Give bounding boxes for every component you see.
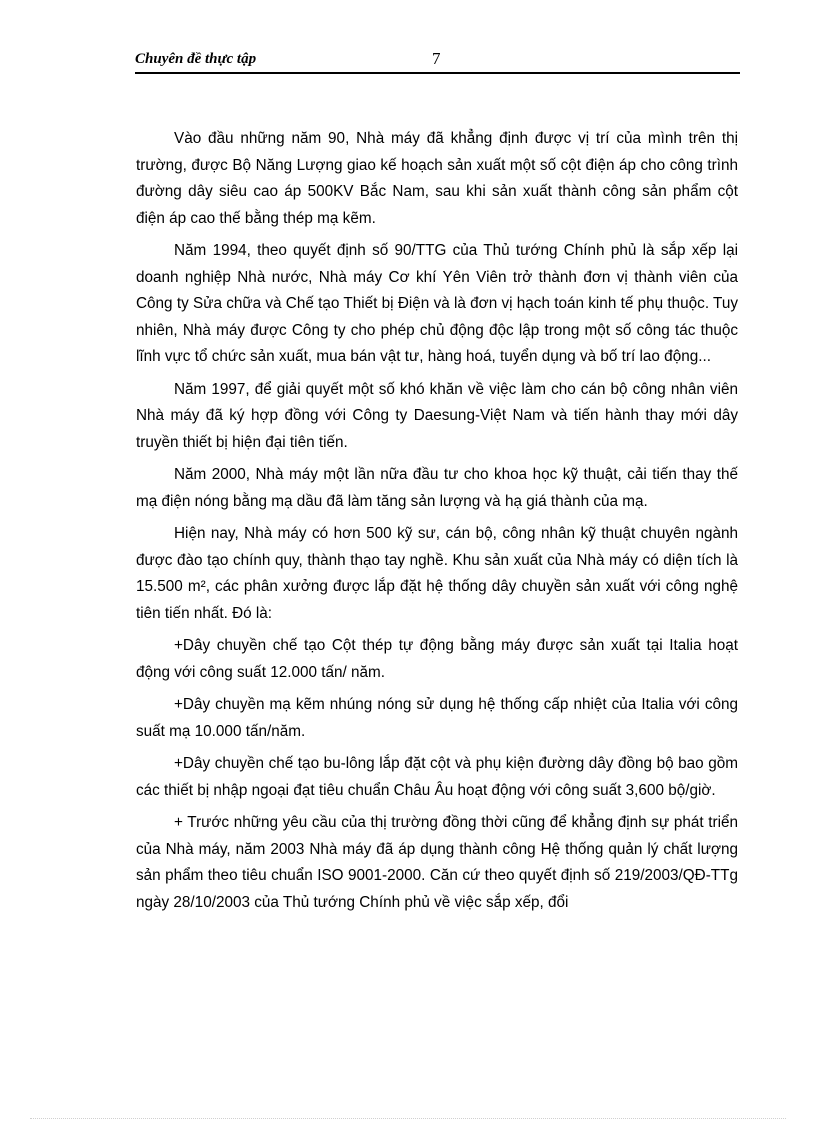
page-header — [135, 50, 740, 74]
page-bottom-divider — [30, 1118, 786, 1119]
paragraph: Vào đầu những năm 90, Nhà máy đã khẳng định được vị trí của mình trên thị trường, được Bộ Năng Lượng giao kế hoạch sản xuất một số cột điện áp cho công trình đường dây siêu cao áp 500KV Bắc Nam, sau khi sản xuất thành công sản phẩm cột điện áp cao thế bằng thép mạ kẽm. — [136, 130, 738, 227]
paragraph: Năm 1994, theo quyết định số 90/TTG của Thủ tướng Chính phủ là sắp xếp lại doanh nghiệp Nhà nước, Nhà máy Cơ khí Yên Viên trở thành đơn vị thành viên của Công ty Sửa chữa và Chế tạo Thiết bị Điện và là đơn vị hạch toán kinh tế phụ thuộc. Tuy nhiên, Nhà máy được Công ty cho phép chủ động độc lập trong một số công tác thuộc lĩnh vực tổ chức sản xuất, mua bán vật tư, hàng hoá, tuyển dụng và bố trí lao động... — [136, 242, 738, 365]
paragraph: Hiện nay, Nhà máy có hơn 500 kỹ sư, cán bộ, công nhân kỹ thuật chuyên ngành được đào tạo chính quy, thành thạo tay nghề. Khu sản xuất của Nhà máy có diện tích là 15.500 m², các phân xưởng được lắp đặt hệ thống dây chuyền sản xuất với công nghệ tiên tiến nhất. Đó là: — [136, 525, 738, 622]
page-number: 7 — [432, 49, 441, 68]
list-item: +Dây chuyền chế tạo Cột thép tự động bằng máy được sản xuất tại Italia hoạt động với công suất 12.000 tấn/ năm. — [136, 637, 738, 681]
list-item: +Dây chuyền mạ kẽm nhúng nóng sử dụng hệ thống cấp nhiệt của Italia với công suất mạ 10.000 tấn/năm. — [136, 696, 738, 740]
header-title: Chuyên đề thực tập — [135, 51, 257, 67]
list-item: + Trước những yêu cầu của thị trường đồng thời cũng để khẳng định sự phát triển của Nhà máy, năm 2003 Nhà máy đã áp dụng thành công Hệ thống quản lý chất lượng sản phẩm theo tiêu chuẩn ISO 9001-2000. Căn cứ theo quyết định số 219/2003/QĐ-TTg ngày 28/10/2003 của Thủ tướng Chính phủ về việc sắp xếp, đổi — [136, 814, 738, 911]
paragraph: Năm 2000, Nhà máy một lần nữa đầu tư cho khoa học kỹ thuật, cải tiến thay thế mạ điện nóng bằng mạ dầu đã làm tăng sản lượng và hạ giá thành của mạ. — [136, 466, 738, 510]
paragraph: Năm 1997, để giải quyết một số khó khăn về việc làm cho cán bộ công nhân viên Nhà máy đã ký hợp đồng với Công ty Daesung-Việt Nam và tiến hành thay mới dây truyền thiết bị hiện đại tiên tiến. — [136, 380, 738, 451]
document-body — [136, 126, 738, 922]
list-item: +Dây chuyền chế tạo bu-lông lắp đặt cột và phụ kiện đường dây đồng bộ bao gồm các thiết bị nhập ngoại đạt tiêu chuẩn Châu Âu hoạt động với công suất 3,600 bộ/giờ. — [136, 755, 738, 799]
